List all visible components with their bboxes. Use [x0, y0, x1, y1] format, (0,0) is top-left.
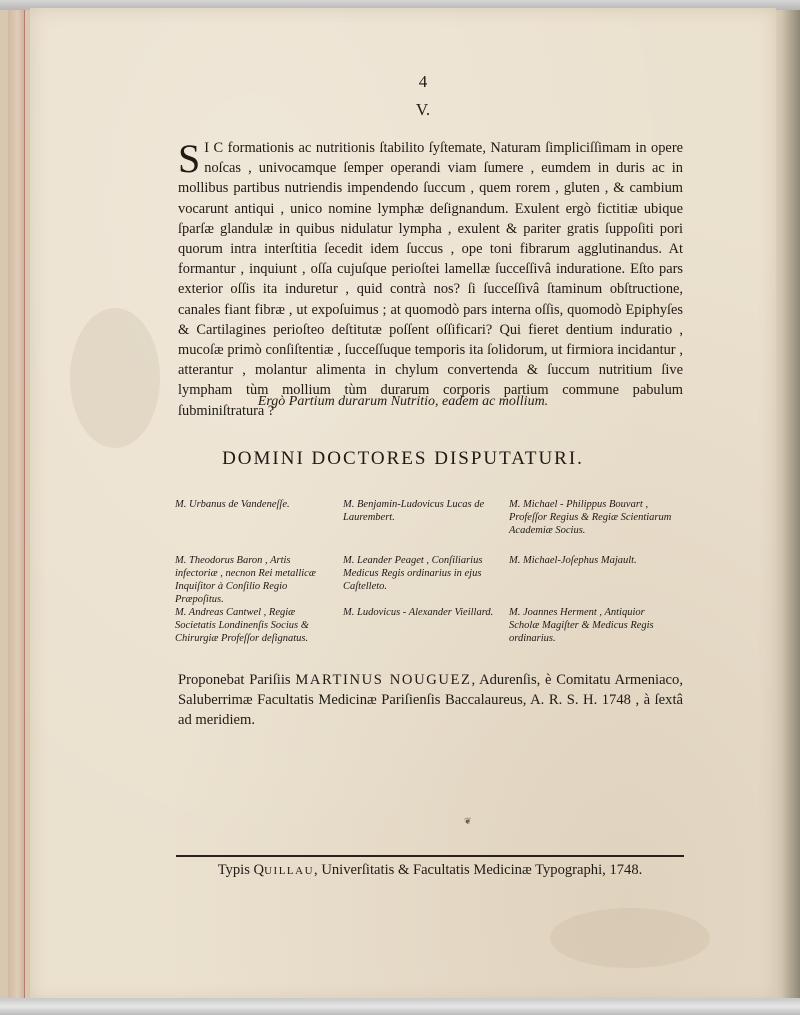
thesis-paragraph — [178, 138, 683, 421]
proposal-paragraph — [178, 670, 683, 730]
doctors-list — [175, 498, 685, 668]
doctor-entry: M. Ludovicus - Alexander Vieillard. — [343, 607, 494, 618]
conclusion-line: Ergò Partium durarum Nutritio, eadem ac mollium. — [257, 394, 549, 409]
small-ornament-icon: ❦ — [464, 816, 472, 826]
doctors-heading: DOMINI DOCTORES DISPUTATURI. — [222, 448, 584, 469]
colophon-prefix: Typis Q — [217, 862, 265, 878]
section-number: V. — [415, 100, 431, 119]
doctor-entry: M. Theodorus Baron , Artis infectoriæ , necnon Rei metallicæ Inquiſitor à Conſilio Regio Præpoſitus. — [175, 555, 316, 605]
drop-cap: S — [178, 136, 201, 181]
proposal-rest: , Adurenſis, è Comitatu Armeniaco, Saluberrimæ Facultatis Medicinæ Pariſienſis Baccalaureus, A. R. S. H. 1748 , à ſextâ ad meridiem. — [178, 672, 683, 728]
doctor-entry: M. Michael-Joſephus Majault. — [509, 555, 637, 566]
doctor-entry: M. Leander Peaget , Conſiliarius Medicus Regis ordinarius in ejus Caſtelleto. — [343, 555, 483, 592]
paper-stain — [550, 908, 710, 968]
doctor-entry: M. Joannes Herment , Antiquior Scholæ Magiſter & Medicus Regis ordinarius. — [509, 607, 654, 644]
plastic-sleeve-bottom — [0, 998, 800, 1015]
doctor-entry: M. Andreas Cantwel , Regiæ Societatis Londinenſis Socius & Chirurgiæ Profeſſor deſignatus. — [175, 607, 309, 644]
colophon-rule — [176, 855, 684, 857]
doctor-entry: M. Benjamin-Ludovicus Lucas de Laurembert. — [343, 499, 485, 523]
colophon-rest: , Univerſitatis & Facultatis Medicinæ Typographi, 1748. — [314, 862, 643, 878]
doctor-entry: M. Michael - Philippus Bouvart , Profeſſor Regius & Regiæ Scientiarum Academiæ Socius. — [509, 499, 672, 536]
paragraph-text: I C formationis ac nutritionis ſtabilito ſyſtemate, Naturam ſimpliciſſimam in opere noſcas , univocamque ſemper operandi viam ſumere , eumdem in duris ac in mollibus partibus nutriendis impendendo ſuccum , quem rorem , gluten , & cambium vocarunt antiqui , unico nomine lymphæ deſignandum. Exulent ergò fictitiæ ubique ſparſæ glandulæ in quibus nidulatur lympha , exulent & pariter gratis ſuppoſiti pori quorum intra interſtitia ſecedit idem ſuccus , ope toni fibrarum agglutinandus. At formantur , inquiunt , oſſa cujuſque perioſtei lamellæ ſucceſſivâ induratione. Eſto pars exterior oſſis ita induretur , quid contrà nos? ſi ſucceſſivâ ſtaminum obſtructione, canales fiant fibræ , ut expoſuimus ; at quomodò pars interna oſſis, quomodò Epiphyſes & Cartilagines perioſteo deſtitutæ poſſent oſſificari? Qui fieret dentium induratio , mucoſæ primò conſiſtentiæ , ſucceſſuque temporis ita ſolidorum, ut firmiora incidantur , atterantur , molantur alimenta in chylum convertenda & ſuccum nutritium ſive lympham tùm mollium tùm durarum corporis partium commune pabulum ſubminiſtratura ? — [178, 140, 683, 419]
colophon — [176, 862, 684, 879]
back-page-edge — [8, 10, 25, 1000]
document-page — [30, 8, 776, 1002]
page-number: 4 — [418, 72, 428, 91]
doctor-entry: M. Urbanus de Vandeneſſe. — [175, 499, 290, 510]
candidate-name: MARTINUS NOUGUEZ — [295, 672, 472, 688]
paper-stain — [70, 308, 160, 448]
proposal-prefix: Proponebat Pariſiis — [178, 672, 291, 688]
printer-name: UILLAU — [264, 865, 315, 877]
